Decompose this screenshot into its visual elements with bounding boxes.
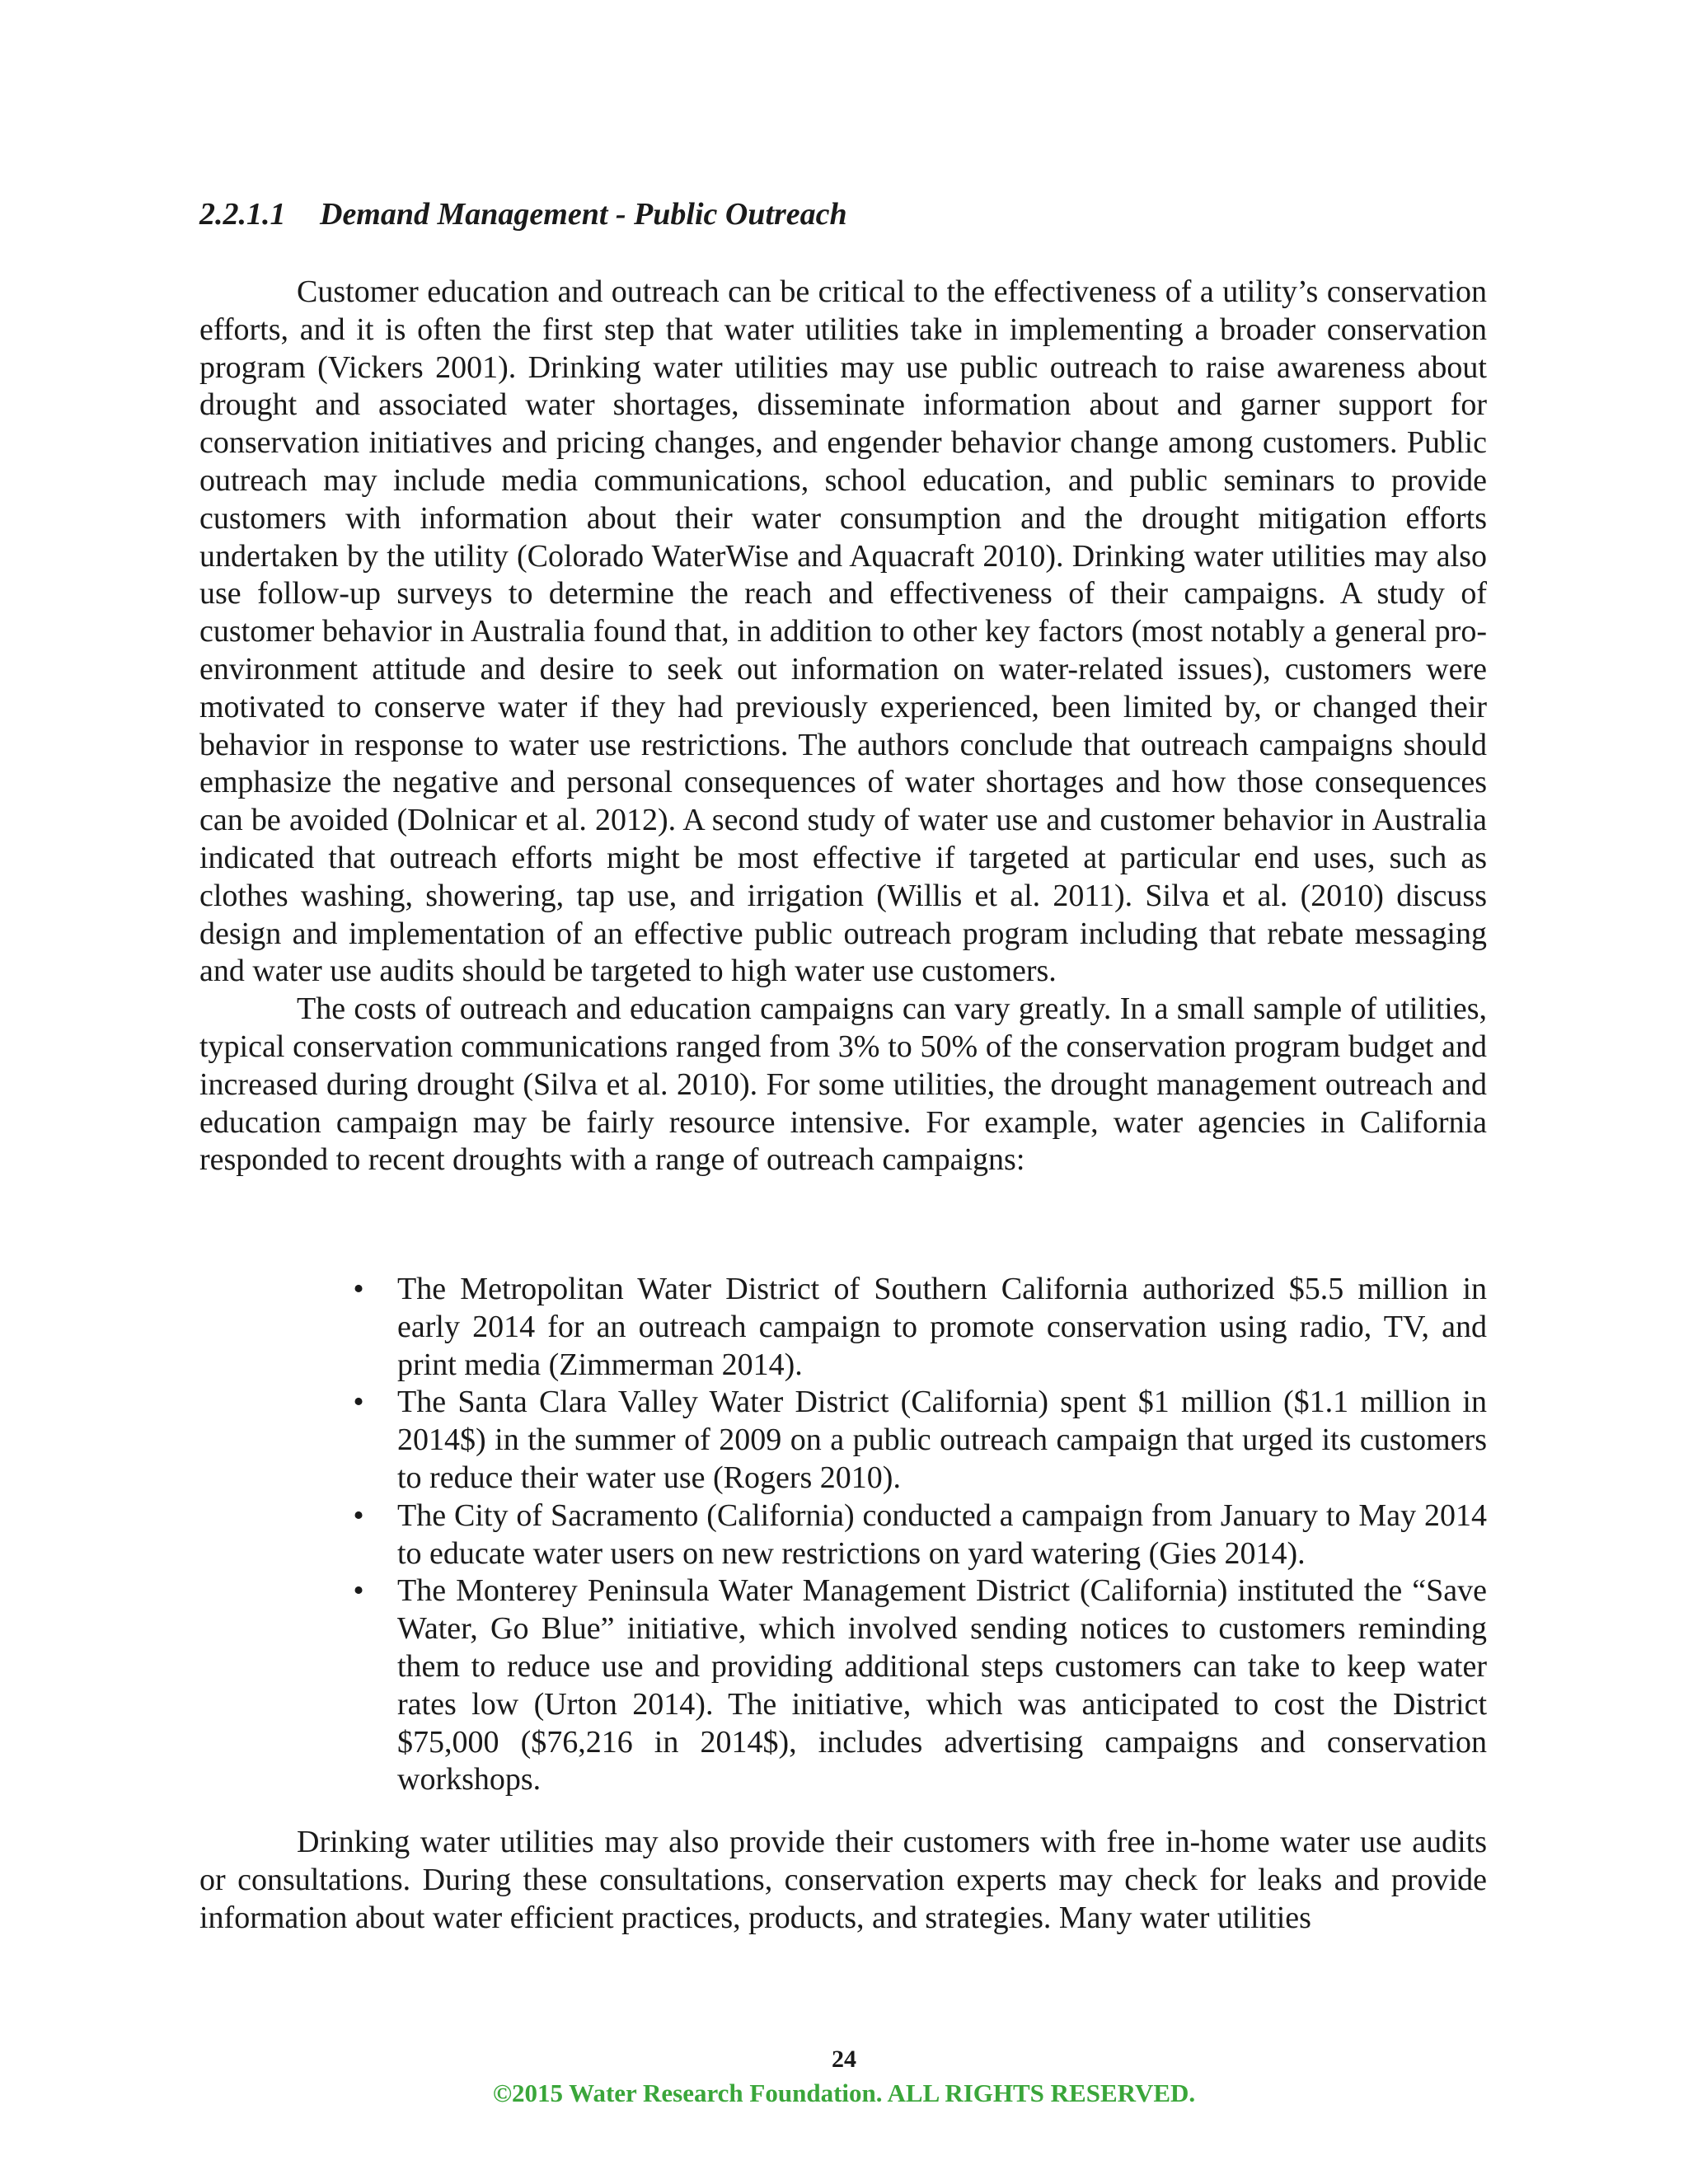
bullet-icon: •: [353, 1497, 364, 1533]
bullet-icon: •: [353, 1272, 364, 1306]
paragraph-outreach-overview: Customer education and outreach can be critical to the effectiveness of a utility’s conservation efforts, and it is often the first step that water utilities take in implementing a broader conservation program (Vickers 2001). Drinking water utilities may use public outreach to raise awareness about drought and associated water shortages, disseminate information about and garner support for conservation initiatives and pricing changes, and engender behavior change among customers. Public outreach may include media communications, school education, and public seminars to provide customers with information about their water consumption and the drought mitigation efforts undertaken by the utility (Colorado WaterWise and Aquacraft 2010). Drinking water utilities may also use follow-up surveys to determine the reach and effectiveness of their campaigns. A study of customer behavior in Australia found that, in addition to other key factors (most notably a general pro-environment attitude and desire to seek out information on water-related issues), customers were motivated to conserve water if they had previously experienced, been limited by, or changed their behavior in response to water use restrictions. The authors conclude that outreach campaigns should emphasize the negative and personal consequences of water shortages and how those consequences can be avoided (Dolnicar et al. 2012). A second study of water use and customer behavior in Australia indicated that outreach efforts might be most effective if targeted at particular end uses, such as clothes washing, showering, tap use, and irrigation (Willis et al. 2011). Silva et al. (2010) discuss design and implementation of an effective public outreach program including that rebate messaging and water use audits should be targeted to high water use customers.: [199, 274, 1487, 989]
list-item: [346, 1384, 1487, 1497]
section-number: 2.2.1.1: [199, 197, 286, 232]
list-item-text: The Monterey Peninsula Water Management District (California) instituted the “Save Water, Go Blue” initiative, which involved sending notices to customers reminding them to reduce use and providing additional steps customers can take to keep water rates low (Urton 2014). The initiative, which was anticipated to cost the District $75,000 ($76,216 in 2014$), includes advertising campaigns and conservation workshops.: [397, 1573, 1487, 1797]
list-item: [346, 1271, 1487, 1384]
list-item: [346, 1497, 1487, 1573]
page-number: 24: [832, 2046, 856, 2073]
campaign-examples-list: [346, 1271, 1487, 1799]
section-heading: [199, 196, 847, 234]
list-item: [346, 1572, 1487, 1799]
section-title: Demand Management - Public Outreach: [320, 197, 847, 232]
list-item-text: The City of Sacramento (California) conducted a campaign from January to May 2014 to educate water users on new restrictions on yard watering (Gies 2014).: [397, 1497, 1487, 1571]
closing-text-block: [199, 1824, 1487, 1937]
list-item-text: The Metropolitan Water District of Southern California authorized $5.5 million in early 2014 for an outreach campaign to promote conservation using radio, TV, and print media (Zimmerman 2014).: [397, 1272, 1487, 1382]
paragraph-outreach-costs: The costs of outreach and education campaigns can vary greatly. In a small sample of utilities, typical conservation communications ranged from 3% to 50% of the conservation program budget and increased during drought (Silva et al. 2010). For some utilities, the drought management outreach and education campaign may be fairly resource intensive. For example, water agencies in California responded to recent droughts with a range of outreach campaigns:: [199, 991, 1487, 1178]
bullet-icon: •: [353, 1385, 364, 1420]
paragraph-in-home-audits: Drinking water utilities may also provide their customers with free in-home water use audits or consultations. During these consultations, conservation experts may check for leaks and provide information about water efficient practices, products, and strategies. Many water utilities: [199, 1825, 1487, 1935]
list-item-text: The Santa Clara Valley Water District (California) spent $1 million ($1.1 million in 2014$) in the summer of 2009 on a public outreach campaign that urged its customers to reduce their water use (Rogers 2010).: [397, 1385, 1487, 1495]
intro-text-block: [199, 274, 1487, 1179]
copyright-notice: ©2015 Water Research Foundation. ALL RIGHTS RESERVED.: [492, 2079, 1196, 2107]
bullet-icon: •: [353, 1573, 364, 1609]
